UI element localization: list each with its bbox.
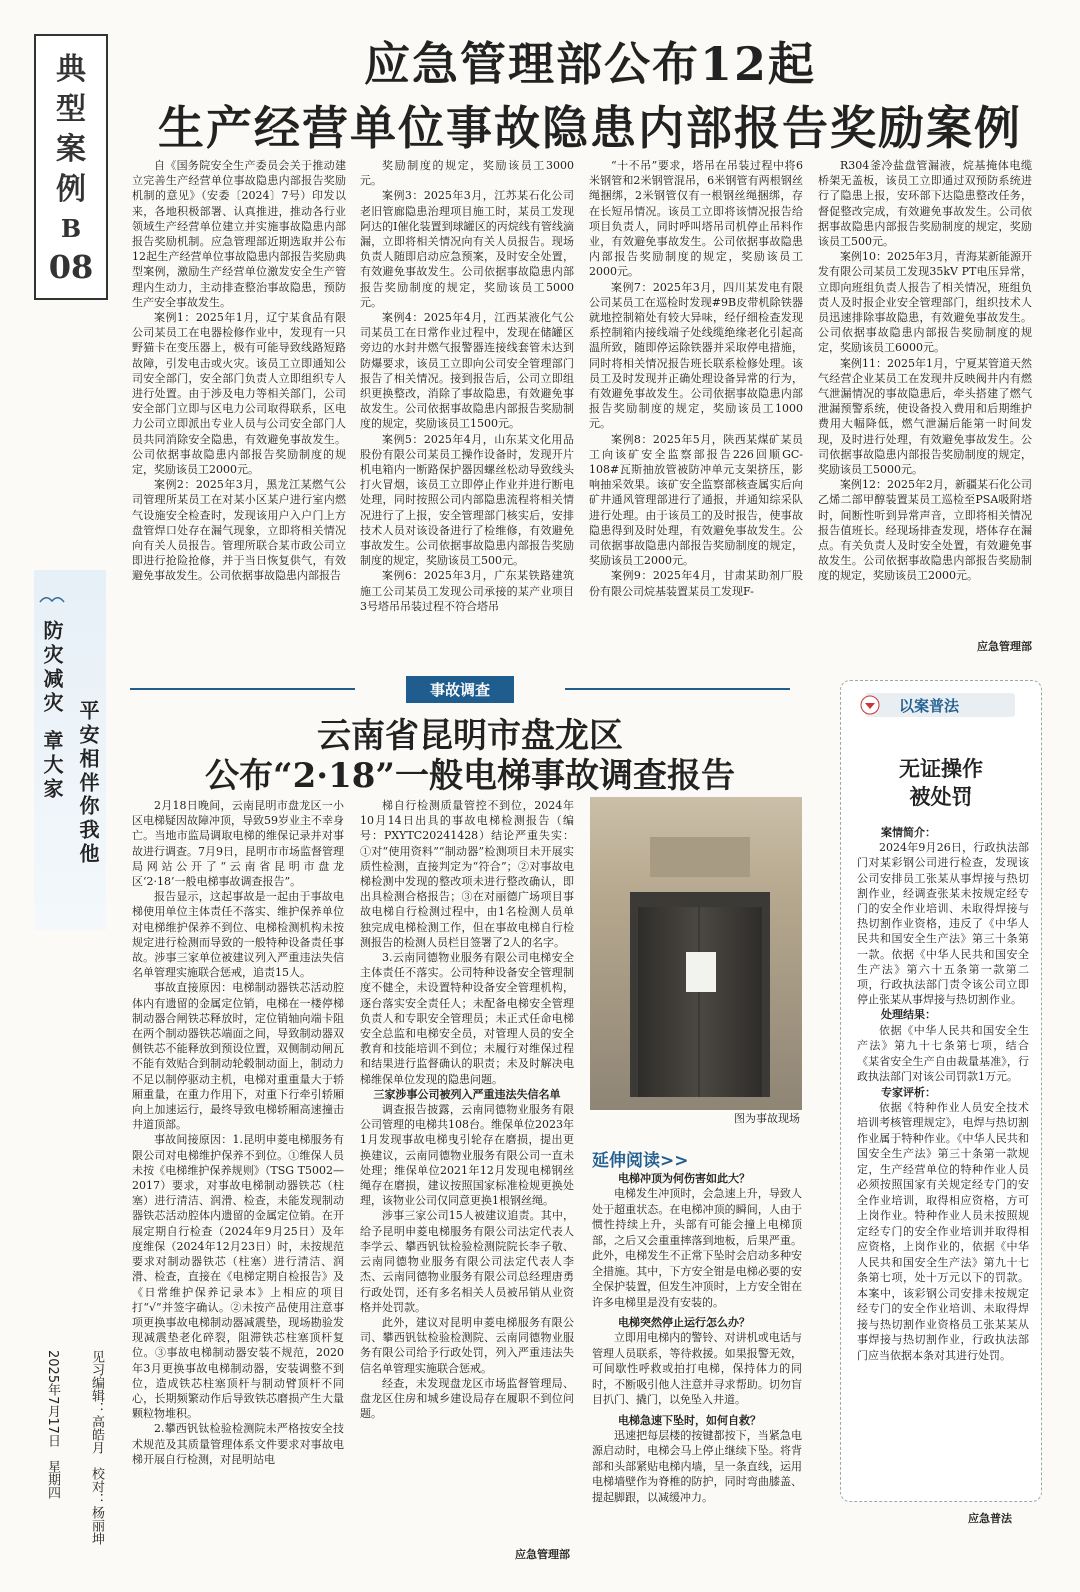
paragraph: “十不吊”要求，塔吊在吊装过程中将6米钢管和2米钢管混吊，6米钢管有两根钢丝绳捆绑，2米钢管仅有一根钢丝绳捆绑，存在长短吊情况。该员工立即将该情况报告给项目负责人，同时呼叫塔吊司机停止吊料作业，有效避免事故发生。公司依据事故隐患内部报告奖励制度的规定，奖励该员工2000元。 xyxy=(589,159,803,279)
article2-signature: 应急管理部 xyxy=(515,1548,570,1561)
slogan-line-2: 平安相伴 xyxy=(76,700,100,796)
photo-caption: 图为事故现场 xyxy=(734,1112,800,1125)
elevator-door-right xyxy=(700,907,762,1097)
slogan-line-3: 章大家 xyxy=(40,730,64,802)
sidebar-body xyxy=(857,825,1029,1505)
paragraph: 2.攀西钒钛检验检测院未严格按安全技术规范及其质量管理体系文件要求对事故电梯开展自行检测，对昆明站电 xyxy=(132,1422,344,1466)
decorative-slogan-band xyxy=(34,570,106,930)
extended-reading-heading: 延伸阅读>> xyxy=(592,1151,689,1171)
section-label-box xyxy=(34,34,108,300)
headline-line-2: 生产经营单位事故隐患内部报告奖励案例 xyxy=(158,101,1022,155)
article2-title-line-2: 公布“2·18”一般电梯事故调查报告 xyxy=(205,756,735,796)
case-law-sidebar xyxy=(840,680,1042,1502)
paragraph: 调查报告披露，云南同德物业服务有限公司管理的电梯共108台。维保单位2023年1月发现事故电梯曳引轮存在磨损，提出更换建议，云南同德物业服务有限公司一直未处理；维保单位2021年12月发现电梯钢丝绳存在磨损，建议按照国家标准检规更换处理，该物业公司仅同意更换1根钢丝绳。 xyxy=(360,1103,574,1208)
sidebar-title-1: 无证操作 xyxy=(899,756,983,781)
paragraph: 案例1：2025年1月，辽宁某食品有限公司某员工在电器检修作业中，发现有一只野猫卡在变压器上，极有可能导致线路短路故障，引发电击或火灾。该员工立即通知公司安全部门，安全部门负责人立即组织专人进行处置。由于涉及电力等相关部门，公司安全部门立即与区电力公司取得联系，区电力公司立即派出专业人员与公司安全部门人员共同消除安全隐患，有效避免事故发生。公司依据事故隐患内部报告奖励制度的规定，奖励该员工2000元。 xyxy=(132,311,346,477)
issue-date: 2025年7月17日 星期四 xyxy=(45,1350,60,1499)
article2-column-2 xyxy=(360,798,574,1546)
paragraph: 报告显示，这起事故是一起由于事故电梯使用单位主体责任不落实、维护保养单位对电梯维护保养不到位、电梯检测机构未按规定进行检测而导致的一般特种设备责任事故。涉事三家单位被建议列入严重违法失信名单管理实施联合惩戒，追责15人。 xyxy=(132,890,344,980)
slogan-line-1: 防灾减灾 xyxy=(40,620,64,716)
paragraph: 案例6：2025年3月，广东某铁路建筑施工公司某员工发现公司承接的某产业项目3号塔吊吊装过程不符合塔吊 xyxy=(360,569,574,613)
paragraph: 自《国务院安全生产委员会关于推动建立完善生产经营单位事故隐患内部报告奖励机制的意见》（安委〔2024〕7号）印发以来，各地积极部署、认真推进，推动各行业领域生产经营单位建立并实施事故隐患内部报告奖励机制。应急管理部近期选取并公布12起生产经营单位事故隐患内部报告奖励典型案例，激励生产经营单位激发安全生产管理内生动力，主动排查整治事故隐患，预防生产安全事故发生。 xyxy=(132,159,346,309)
article1-column-4 xyxy=(818,158,1032,638)
paragraph: 奖励制度的规定，奖励该员工3000元。 xyxy=(360,159,574,188)
article1-column-1 xyxy=(132,158,346,652)
sidebar-paragraph-3: 依据《特种作业人员安全技术培训考核管理规定》，电焊与热切割作业属于特种作业。《中华人民共和国安全生产法》第三十条第一款规定，生产经营单位的特种作业人员必须按照国家有关规定经专门的安全作业培训，取得相应资格，方可上岗作业。特种作业人员未按照规定经专门的安全作业培训并取得相应资格，上岗作业的，依据《中华人民共和国安全生产法》第九十七条第七项，处十万元以下的罚款。本案中，该彩钢公司安排未按规定经专门的安全作业培训、未取得焊接与热切割作业资格员工张某某从事焊接与热切割作业，行政执法部门应当依据本条对其进行处罚。 xyxy=(857,1100,1029,1362)
sidebar-banner xyxy=(865,693,1015,717)
paragraph: 案例11：2025年1月，宁夏某管道天然气经营企业某员工在发现井反映阀井内有燃气泄漏情况的事故隐患后，牵头搭建了燃气泄漏预警系统，使设备投入费用和后期维护费用大幅降低，燃气泄漏后能第一时间发现，及时进行处理，有效避免事故发生。公司依据事故隐患内部报告奖励制度的规定，奖励该员工5000元。 xyxy=(818,356,1032,477)
sidebar-paragraph-2: 依据《中华人民共和国安全生产法》第九十七条第七项，结合《某省安全生产自由裁量基准》，行政执法部门对该公司罚款1万元。 xyxy=(857,1023,1029,1084)
answer-3: 迅速把每层楼的按键都按下，当紧急电源启动时，电梯会马上停止继续下坠。将背部和头部紧贴电梯内墙，呈一条直线，运用电梯墙壁作为脊椎的防护，同时弯曲膝盖、提起脚跟，以减缓冲力。 xyxy=(592,1428,802,1504)
paragraph: 2月18日晚间，云南昆明市盘龙区一小区电梯疑因故障冲顶，导致59岁业主不幸身亡。当地市监局调取电梯的维保记录并对事故进行调查。7月9日，昆明市市场监督管理局网站公开了“云南省昆明市盘龙区‘2·18’一般电梯事故调查报告”。 xyxy=(132,799,344,889)
article2-title-line-1: 云南省昆明市盘龙区 xyxy=(317,716,623,756)
paragraph: 案例3：2025年3月，江苏某石化公司老旧管廊隐患治理项目施工时，某员工发现阿达的I催化装置到球罐区的丙烷线有管线滴漏，立即将相关情况向有关人员报告。现场负责人随即启动应急预案，及时安全处置，有效避免事故发生。公司依据事故隐患内部报告奖励制度的规定，奖励该员工5000元。 xyxy=(360,189,574,309)
sidebar-paragraph-1: 2024年9月26日，行政执法部门对某彩钢公司进行检查，发现该公司安排员工张某从事焊接与热切割作业，经调查张某未按规定经专门的安全作业培训、未取得焊接与热切割作业资格，违反了《中华人民共和国安全生产法》第三十条第一款。依据《中华人民共和国安全生产法》第六十五条第一款第二项，行政执法部门责令该公司立即停止张某从事焊接与热切割作业。 xyxy=(857,841,1029,1007)
bird-icon xyxy=(38,592,78,608)
extended-reading-body xyxy=(592,1170,802,1560)
paragraph: 涉事三家公司15人被建议追责。其中，给予昆明申菱电梯服务有限公司法定代表人李学云、攀西钒钛检验检测院院长李子敬、云南同德物业服务有限公司法定代表人李杰、云南同德物业服务有限公司总经理唐勇行政处罚，还有多名相关人员被吊销从业资格并处罚款。 xyxy=(360,1209,574,1314)
section-char-4: 例 xyxy=(56,172,86,207)
paragraph: 案例2：2025年3月，黑龙江某燃气公司管理所某员工在对某小区某户进行室内燃气设施安全检查时，发现该用户入户门上方盘管焊口处存在漏气现象，立即将相关情况向有关人员报告。管理所联合某市政公司立即进行抢险抢修，并于当日恢复供气，有效避免事故发生。公司依据事故隐患内部报告 xyxy=(132,478,346,583)
question-1: 电梯冲顶为何伤害如此大？ xyxy=(618,1172,750,1185)
question-3: 电梯急速下坠时，如何自救？ xyxy=(618,1413,761,1427)
elevator-door-left xyxy=(638,907,698,1097)
paragraph: 案例4：2025年4月，江西某液化气公司某员工在日常作业过程中，发现在储罐区旁边的水封井燃气报警器连接线套管未达到防爆要求，该员工立即向公司安全管理部门报告了相关情况。接到报告后，公司立即组织更换整改，消除了事故隐患，有效避免事故发生。公司依据事故隐患内部报告奖励制度的规定，奖励该员工1500元。 xyxy=(360,311,574,431)
paragraph: 案例7：2025年3月，四川某发电有限公司某员工在巡检时发现#9B皮带机除铁器就地控制箱处有较大异味，经仔细检查发现系控制箱内接线端子处线缆绝缘老化引起高温所致，随即停运除铁器并采取停电措施，同时将相关情况报告班长联系检修处理。该员工及时发现并正确处理设备异常的行为，有效避免事故发生。公司依据事故隐患内部报告奖励制度的规定，奖励该员工1000元。 xyxy=(589,280,803,431)
paragraph: 梯自行检测质量管控不到位，2024年10月14日出具的事故电梯检测报告（编号：PXYTC20241428）结论严重失实：①对“使用资料”“制动器”检测项目未开展实质性检测，直接判定为“符合”；②对事故电梯检测中发现的整改项未进行整改确认，即出具检测合格报告；③在对丽德广场项目事故电梯自行检测过程中，由1名检测人员单独完成电梯检测工作，但在事故电梯自行检测报告的检测人员栏目签署了2人的名字。 xyxy=(360,799,574,949)
paragraph: 案例5：2025年4月，山东某文化用品股份有限公司某员工操作设备时，发现开片机电箱内一断路保护器因螺丝松动导致线头打火冒烟，该员工立即停止作业并进行断电处理，同时按照公司内部隐患流程将相关情况进行了上报，安全管理部门核实后，安排技术人员对该设备进行了检维修，有效避免事故发生。公司依据事故隐患内部报告奖励制度的规定，奖励该员工500元。 xyxy=(360,432,574,568)
article1-signature: 应急管理部 xyxy=(977,640,1032,653)
sidebar-heading-1: 案情简介： xyxy=(881,826,936,839)
section-char-2: 型 xyxy=(56,92,86,127)
heart-icon xyxy=(859,695,881,715)
paragraph: 案例12：2025年2月，新疆某石化公司乙烯二部甲醇装置某员工巡检至PSA吸附塔时，间断性听到异常声音，立即将相关情况报告值班长。经现场排查发现，塔体存在漏点。有关负责人及时安全处置，有效避免事故发生。公司依据事故隐患内部报告奖励制度的规定，奖励该员工2000元。 xyxy=(818,478,1032,583)
paragraph: 事故直接原因：电梯制动器铁芯活动腔体内有遗留的金属定位销，电梯在一楼停梯制动器合闸铁芯释放时，定位销轴向端卡阻在两个制动器铁芯端面之间，导致制动器双侧铁芯不能释放到预设位置，双侧制动闸瓦不能有效贴合到制动轮毂制动面上，制动力不足以制停驱动主机，电梯对重重量大于轿厢重量，在重力作用下，对重下行牵引轿厢向上加速运行，最终导致电梯轿厢高速撞击井道顶部。 xyxy=(132,981,344,1132)
paragraph: 经查，未发现盘龙区市场监督管理局、盘龙区住房和城乡建设局存在履职不到位问题。 xyxy=(360,1376,574,1421)
sidebar-title-2: 被处罚 xyxy=(909,784,973,809)
paragraph: 案例8：2025年5月，陕西某煤矿某员工向该矿安全监察部报告226回顺GC-108#瓦斯抽放管被防冲单元支架挤压，影响抽采效果。该矿安全监察部核查属实后向矿井通风管理部进行了通报，并通知综采队进行处理。由于该员工的及时报告，使事故隐患得到及时处理，有效避免事故发生。公司依据事故隐患内部报告奖励制度的规定，奖励该员工2000元。 xyxy=(589,432,803,568)
sidebar-heading-2: 处理结果： xyxy=(881,1008,936,1022)
sidebar-heading-3: 专家评析： xyxy=(881,1085,936,1099)
elevator-photo xyxy=(590,797,802,1110)
paragraph: 案例10：2025年3月，青海某新能源开发有限公司某员工发现35kV PT电压异常，立即向班组负责人报告了相关情况，班组负责人及时报企业安全管理部门，组织技术人员迅速排除事故隐患，有效避免事故发生。公司依据事故隐患内部报告奖励制度的规定，奖励该员工6000元。 xyxy=(818,250,1032,355)
editor-credit: 见习编辑：高皓月 校对：杨丽坤 xyxy=(89,1350,104,1545)
wall-panel xyxy=(650,837,750,877)
paragraph: 案例9：2025年4月，甘肃某助剂厂股份有限公司烷基装置某员工发现F- xyxy=(589,569,803,598)
section-letter: B xyxy=(60,214,82,243)
article1-column-3 xyxy=(589,158,803,652)
article2-column-1 xyxy=(132,798,344,1560)
question-2: 电梯突然停止运行怎么办？ xyxy=(618,1316,750,1329)
section-char-3: 案 xyxy=(56,132,86,167)
article1-column-2 xyxy=(360,158,574,652)
sidebar-signature: 应急普法 xyxy=(968,1512,1012,1525)
notice-paper xyxy=(686,952,716,992)
slogan-line-4: 你我他 xyxy=(76,795,100,867)
sidebar-banner-label: 以案普法 xyxy=(899,697,960,715)
subheading: 三家涉事公司被列入严重违法失信名单 xyxy=(373,1087,561,1101)
paragraph: 此外，建议对昆明申菱电梯服务有限公司、攀西钒钛检验检测院、云南同德物业服务有限公司给予行政处罚，列入严重违法失信名单管理实施联合惩戒。 xyxy=(360,1315,574,1375)
headline-line-1: 应急管理部公布12起 xyxy=(363,37,816,91)
section-banner-label: 事故调查 xyxy=(406,676,514,703)
section-banner xyxy=(130,676,790,702)
answer-2: 立即用电梯内的警铃、对讲机或电话与管理人员联系，等待救援。如果报警无效，可间歇性呼救或拍打电梯，保持体力的同时，不断吸引他人注意并寻求帮助。切勿盲目扒门、撬门，以免坠入井道。 xyxy=(592,1331,802,1406)
page-number: 08 xyxy=(48,248,94,286)
paragraph: 3.云南同德物业服务有限公司电梯安全主体责任不落实。公司特种设备安全管理制度不健全，未设置特种设备安全管理机构，逐台落实安全责任人；未配备电梯安全管理负责人和专职安全管理员；未正式任命电梯安全总监和电梯安全员，对管理人员的安全教育和技能培训不到位；未履行对维保过程和结果进行监督确认的职责；未及时解决电梯维保单位发现的隐患问题。 xyxy=(360,951,574,1086)
section-char-1: 典 xyxy=(56,52,86,87)
answer-1: 电梯发生冲顶时，会急速上升，导致人处于超重状态。在电梯冲顶的瞬间，人由于惯性持续上升，头部有可能会撞上电梯顶部，之后又会重重摔落到地板，后果严重。此外，电梯发生不正常下坠时会启动多种安全措施。其中，下方安全钳是电梯必要的安全保护装置，但发生冲顶时，上方安全钳在许多电梯里是没有安装的。 xyxy=(592,1187,802,1309)
paragraph: 事故间接原因：1.昆明申菱电梯服务有限公司对电梯维护保养不到位。①维保人员未按《电梯维护保养规则》（TSG T5002—2017）要求，对事故电梯制动器铁芯（柱塞）进行清洁、润滑、检查，未能发现制动器铁芯活动腔体内遗留的金属定位销。在开展定期自行检查（2024年9月25日）及年度维保（2024年12月23日）时，未按规范要求对制动器铁芯（柱塞）进行清洁、润滑、检查，直接在《电梯定期自检报告》及《日常维护保养记录本》上相应的项目打“√”并签字确认。②未按产品使用注意事项更换事故电梯制动器减震垫，现场勘验发现减震垫老化碎裂，阻滞铁芯柱塞顶杆复位。③事故电梯制动器安装不规范，2020年3月更换事故电梯制动器，安装调整不到位，造成铁芯柱塞顶杆与制动臂顶杆不同心，长期频繁动作后导致铁芯磨损产生大量颗粒物堆积。 xyxy=(132,1133,344,1421)
paragraph: R304釜冷盐盘管漏液，烷基掩体电缆桥架无盖板，该员工立即通过双预防系统进行了隐患上报，安环部下达隐患整改任务，督促整改完成，有效避免事故发生。公司依据事故隐患内部报告奖励制度的规定，奖励该员工500元。 xyxy=(818,159,1032,249)
